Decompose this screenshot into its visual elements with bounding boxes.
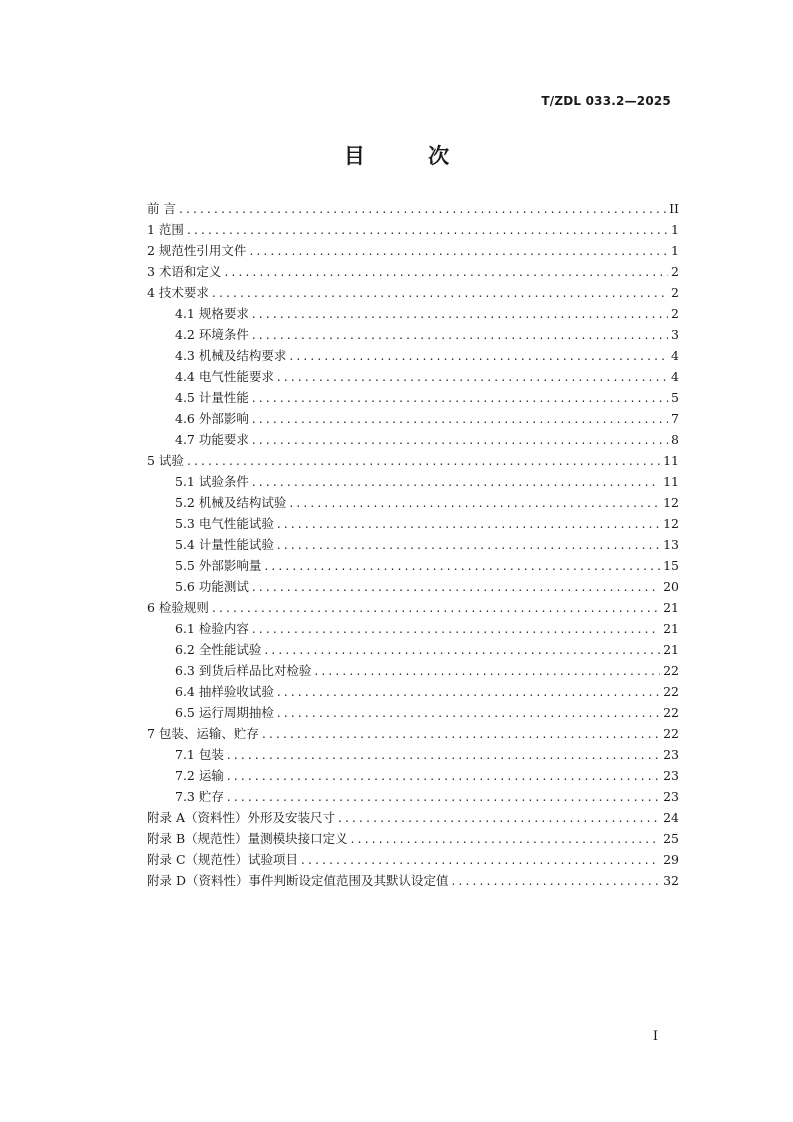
toc-leader-dots bbox=[187, 451, 660, 472]
toc-entry[interactable] bbox=[147, 744, 679, 765]
toc-entry-page: 20 bbox=[663, 579, 679, 594]
toc-leader-dots bbox=[277, 514, 660, 535]
toc-entry-page: 23 bbox=[663, 768, 679, 783]
toc-entry-label: 3 术语和定义 bbox=[147, 264, 222, 279]
toc-entry-page: 21 bbox=[663, 600, 679, 615]
toc-entry-page: 12 bbox=[663, 516, 679, 531]
toc-entry[interactable] bbox=[147, 534, 679, 555]
toc-entry-label: 5.4 计量性能试验 bbox=[175, 537, 274, 552]
toc-entry-label: 4.3 机械及结构要求 bbox=[175, 348, 287, 363]
toc-entry[interactable] bbox=[147, 870, 679, 891]
toc-leader-dots bbox=[351, 829, 660, 850]
toc-leader-dots bbox=[224, 262, 668, 283]
toc-leader-dots bbox=[227, 787, 660, 808]
toc-entry[interactable] bbox=[147, 408, 679, 429]
toc-entry-label: 4 技术要求 bbox=[147, 285, 209, 300]
toc-entry[interactable] bbox=[147, 723, 679, 744]
toc-entry-label: 6.3 到货后样品比对检验 bbox=[175, 663, 312, 678]
toc-entry[interactable] bbox=[147, 555, 679, 576]
toc-entry-label: 5 试验 bbox=[147, 453, 184, 468]
toc-entry-label: 6.5 运行周期抽检 bbox=[175, 705, 274, 720]
toc-entry[interactable] bbox=[147, 345, 679, 366]
toc-leader-dots bbox=[252, 388, 668, 409]
toc-entry-page: 23 bbox=[663, 789, 679, 804]
toc-entry-page: 11 bbox=[663, 474, 679, 489]
toc-entry-page: 25 bbox=[663, 831, 679, 846]
toc-leader-dots bbox=[252, 472, 660, 493]
toc-entry-label: 7.3 贮存 bbox=[175, 789, 224, 804]
toc-entry-page: 2 bbox=[671, 306, 679, 321]
toc-leader-dots bbox=[252, 430, 668, 451]
toc-leader-dots bbox=[187, 220, 668, 241]
toc-entry[interactable] bbox=[147, 240, 679, 261]
toc-entry-page: 21 bbox=[663, 642, 679, 657]
toc-entry-label: 6.4 抽样验收试验 bbox=[175, 684, 274, 699]
toc-leader-dots bbox=[227, 745, 660, 766]
toc-entry-label: 前 言 bbox=[147, 201, 176, 216]
toc-entry[interactable] bbox=[147, 639, 679, 660]
toc-entry[interactable] bbox=[147, 702, 679, 723]
toc-leader-dots bbox=[179, 199, 666, 220]
toc-entry-label: 4.4 电气性能要求 bbox=[175, 369, 274, 384]
toc-entry-page: 24 bbox=[663, 810, 679, 825]
toc-entry[interactable] bbox=[147, 366, 679, 387]
toc-entry[interactable] bbox=[147, 450, 679, 471]
toc-leader-dots bbox=[289, 346, 668, 367]
toc-leader-dots bbox=[277, 703, 660, 724]
toc-leader-dots bbox=[212, 598, 660, 619]
toc-leader-dots bbox=[252, 577, 660, 598]
toc-entry[interactable] bbox=[147, 303, 679, 324]
toc-entry-label: 4.2 环境条件 bbox=[175, 327, 249, 342]
toc-entry[interactable] bbox=[147, 849, 679, 870]
toc-entry[interactable] bbox=[147, 198, 679, 219]
toc-entry-label: 4.6 外部影响 bbox=[175, 411, 249, 426]
toc-entry-label: 5.3 电气性能试验 bbox=[175, 516, 274, 531]
toc-entry[interactable] bbox=[147, 513, 679, 534]
toc-entry-label: 附录 D（资料性）事件判断设定值范围及其默认设定值 bbox=[147, 873, 449, 888]
toc-entry-label: 6.2 全性能试验 bbox=[175, 642, 262, 657]
toc-entry[interactable] bbox=[147, 282, 679, 303]
toc-entry-page: 1 bbox=[671, 222, 679, 237]
toc-entry[interactable] bbox=[147, 387, 679, 408]
toc-leader-dots bbox=[252, 409, 668, 430]
toc-entry-page: 22 bbox=[663, 663, 679, 678]
toc-leader-dots bbox=[252, 304, 668, 325]
toc-leader-dots bbox=[338, 808, 660, 829]
toc-leader-dots bbox=[314, 661, 660, 682]
toc-entry[interactable] bbox=[147, 324, 679, 345]
toc-entry-label: 6.1 检验内容 bbox=[175, 621, 249, 636]
toc-entry-page: 4 bbox=[671, 348, 679, 363]
toc-entry[interactable] bbox=[147, 618, 679, 639]
toc-entry-page: 11 bbox=[663, 453, 679, 468]
toc-entry[interactable] bbox=[147, 471, 679, 492]
toc-leader-dots bbox=[277, 535, 660, 556]
toc-entry-page: 22 bbox=[663, 684, 679, 699]
toc-entry-page: 13 bbox=[663, 537, 679, 552]
toc-entry-page: 23 bbox=[663, 747, 679, 762]
toc-entry-page: 3 bbox=[671, 327, 679, 342]
toc-entry-label: 5.6 功能测试 bbox=[175, 579, 249, 594]
toc-leader-dots bbox=[212, 283, 668, 304]
toc-entry-label: 4.1 规格要求 bbox=[175, 306, 249, 321]
toc-leader-dots bbox=[452, 871, 661, 892]
toc-entry-label: 5.5 外部影响量 bbox=[175, 558, 262, 573]
toc-entry[interactable] bbox=[147, 492, 679, 513]
toc-entry[interactable] bbox=[147, 765, 679, 786]
toc-entry-label: 7 包装、运输、贮存 bbox=[147, 726, 259, 741]
toc-leader-dots bbox=[252, 325, 668, 346]
toc-entry-page: 8 bbox=[671, 432, 679, 447]
toc-leader-dots bbox=[252, 619, 660, 640]
toc-entry-label: 2 规范性引用文件 bbox=[147, 243, 247, 258]
toc-entry-page: 2 bbox=[671, 264, 679, 279]
toc-leader-dots bbox=[301, 850, 660, 871]
toc-entry-page: 1 bbox=[671, 243, 679, 258]
toc-entry-page: 12 bbox=[663, 495, 679, 510]
toc-entry-page: 5 bbox=[671, 390, 679, 405]
document-code: T/ZDL 033.2—2025 bbox=[541, 94, 671, 108]
toc-entry[interactable] bbox=[147, 681, 679, 702]
toc-entry[interactable] bbox=[147, 828, 679, 849]
toc-entry[interactable] bbox=[147, 660, 679, 681]
toc-entry-label: 5.2 机械及结构试验 bbox=[175, 495, 287, 510]
toc-entry-label: 1 范围 bbox=[147, 222, 184, 237]
table-of-contents bbox=[147, 198, 679, 891]
toc-entry-page: 29 bbox=[663, 852, 679, 867]
toc-entry-label: 4.5 计量性能 bbox=[175, 390, 249, 405]
toc-leader-dots bbox=[264, 556, 660, 577]
toc-entry-page: 4 bbox=[671, 369, 679, 384]
toc-entry-page: 21 bbox=[663, 621, 679, 636]
toc-entry[interactable] bbox=[147, 576, 679, 597]
toc-entry-page: 22 bbox=[663, 705, 679, 720]
toc-entry-label: 7.2 运输 bbox=[175, 768, 224, 783]
page-number: I bbox=[652, 1029, 658, 1044]
toc-entry[interactable] bbox=[147, 261, 679, 282]
toc-entry-page: 15 bbox=[663, 558, 679, 573]
toc-leader-dots bbox=[277, 682, 660, 703]
toc-entry[interactable] bbox=[147, 786, 679, 807]
toc-leader-dots bbox=[289, 493, 660, 514]
toc-entry-label: 5.1 试验条件 bbox=[175, 474, 249, 489]
toc-entry-page: 22 bbox=[663, 726, 679, 741]
toc-entry[interactable] bbox=[147, 219, 679, 240]
toc-entry-label: 4.7 功能要求 bbox=[175, 432, 249, 447]
toc-leader-dots bbox=[277, 367, 668, 388]
toc-entry-label: 7.1 包装 bbox=[175, 747, 224, 762]
toc-entry[interactable] bbox=[147, 597, 679, 618]
toc-entry[interactable] bbox=[147, 807, 679, 828]
toc-entry[interactable] bbox=[147, 429, 679, 450]
page-title: 目 次 bbox=[343, 144, 478, 168]
toc-entry-label: 6 检验规则 bbox=[147, 600, 209, 615]
toc-leader-dots bbox=[249, 241, 668, 262]
toc-entry-page: 7 bbox=[671, 411, 679, 426]
toc-entry-label: 附录 A（资料性）外形及安装尺寸 bbox=[147, 810, 336, 825]
toc-entry-page: 2 bbox=[671, 285, 679, 300]
toc-entry-label: 附录 B（规范性）量测模块接口定义 bbox=[147, 831, 348, 846]
toc-leader-dots bbox=[262, 724, 660, 745]
toc-entry-page: 32 bbox=[663, 873, 679, 888]
toc-entry-label: 附录 C（规范性）试验项目 bbox=[147, 852, 299, 867]
toc-entry-page: II bbox=[669, 201, 679, 216]
toc-leader-dots bbox=[264, 640, 660, 661]
toc-leader-dots bbox=[227, 766, 660, 787]
